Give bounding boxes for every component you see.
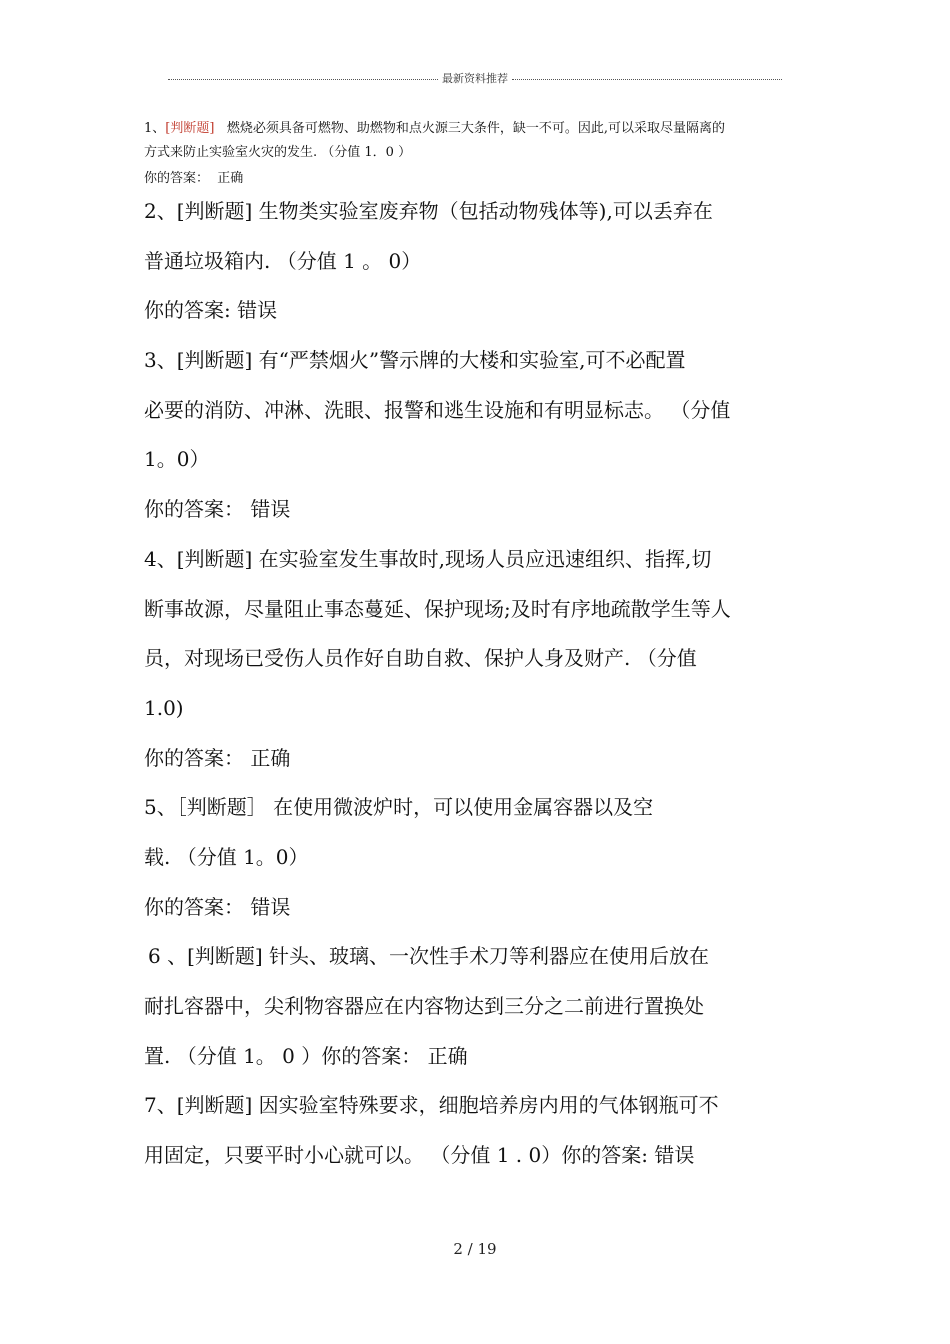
text-line-17: 耐扎容器中，尖利物容器应在内容物达到三分之二前进行置换处 xyxy=(144,994,704,1018)
text-line-7: 你的答案： 错误 xyxy=(144,497,291,522)
text-line-2: 普通垃圾箱内. （分值 1 。 0） xyxy=(144,248,422,273)
question-list xyxy=(144,187,808,1181)
text-line-12: 你的答案： 正确 xyxy=(144,745,291,770)
header-dots-right xyxy=(512,79,782,80)
text-line-6: 1。0） xyxy=(144,447,210,472)
page-header xyxy=(168,70,782,86)
text-line-4: 3、[判断题] 有“严禁烟火”警示牌的大楼和实验室,可不必配置 xyxy=(144,348,686,373)
text-line-10: 员，对现场已受伤人员作好自助自救、保护人身及财产. （分值 xyxy=(144,646,697,671)
text-line-8: 4、[判断题] 在实验室发生事故时,现场人员应迅速组织、指挥,切 xyxy=(144,546,712,571)
text-line-1: 2、[判断题] 生物类实验室废弃物（包括动物残体等),可以丢弃在 xyxy=(144,199,713,223)
text-line-9: 断事故源，尽量阻止事态蔓延、保护现场;及时有序地疏散学生等人 xyxy=(144,596,731,621)
text-line-15: 你的答案： 错误 xyxy=(144,894,291,919)
header-dots-left xyxy=(168,79,438,80)
header-title: 最新资料推荐 xyxy=(442,72,508,85)
text-line-14: 载. （分值 1。0） xyxy=(144,844,309,869)
question-1-answer-label: 你的答案： xyxy=(144,171,210,186)
question-1-tag: [判断题] xyxy=(165,121,215,136)
text-line-3: 你的答案: 错误 xyxy=(144,298,278,323)
text-line-13: 5、［判断题］ 在使用微波炉时，可以使用金属容器以及空 xyxy=(144,795,654,820)
question-1-number: 1、 xyxy=(144,121,166,136)
text-line-18: 置. （分值 1。 0 ）你的答案： 正确 xyxy=(144,1043,468,1068)
text-line-5: 必要的消防、冲淋、洗眼、报警和逃生设施和有明显标志。 （分值 xyxy=(144,397,731,422)
question-1-text-1: 燃烧必须具备可燃物、助燃物和点火源三大条件，缺一不可。因此,可以采取尽量隔离的 xyxy=(226,121,725,136)
text-line-16: 6 、[判断题] 针头、玻璃、一次性手术刀等利器应在使用后放在 xyxy=(148,944,710,969)
question-1-line-1 xyxy=(144,117,808,141)
page-number: 2 / 19 xyxy=(453,1240,497,1258)
text-line-19: 7、[判断题] 因实验室特殊要求，细胞培养房内用的气体钢瓶可不 xyxy=(144,1093,719,1118)
question-1-answer-value: 正确 xyxy=(217,171,244,186)
text-line-11: 1.0) xyxy=(144,695,184,720)
question-1 xyxy=(144,117,808,191)
question-1-line-2: 方式来防止实验室火灾的发生. （分值 1．0 ） xyxy=(144,145,412,160)
text-line-20: 用固定，只要平时小心就可以。 （分值 1 . 0）你的答案: 错误 xyxy=(144,1143,695,1168)
